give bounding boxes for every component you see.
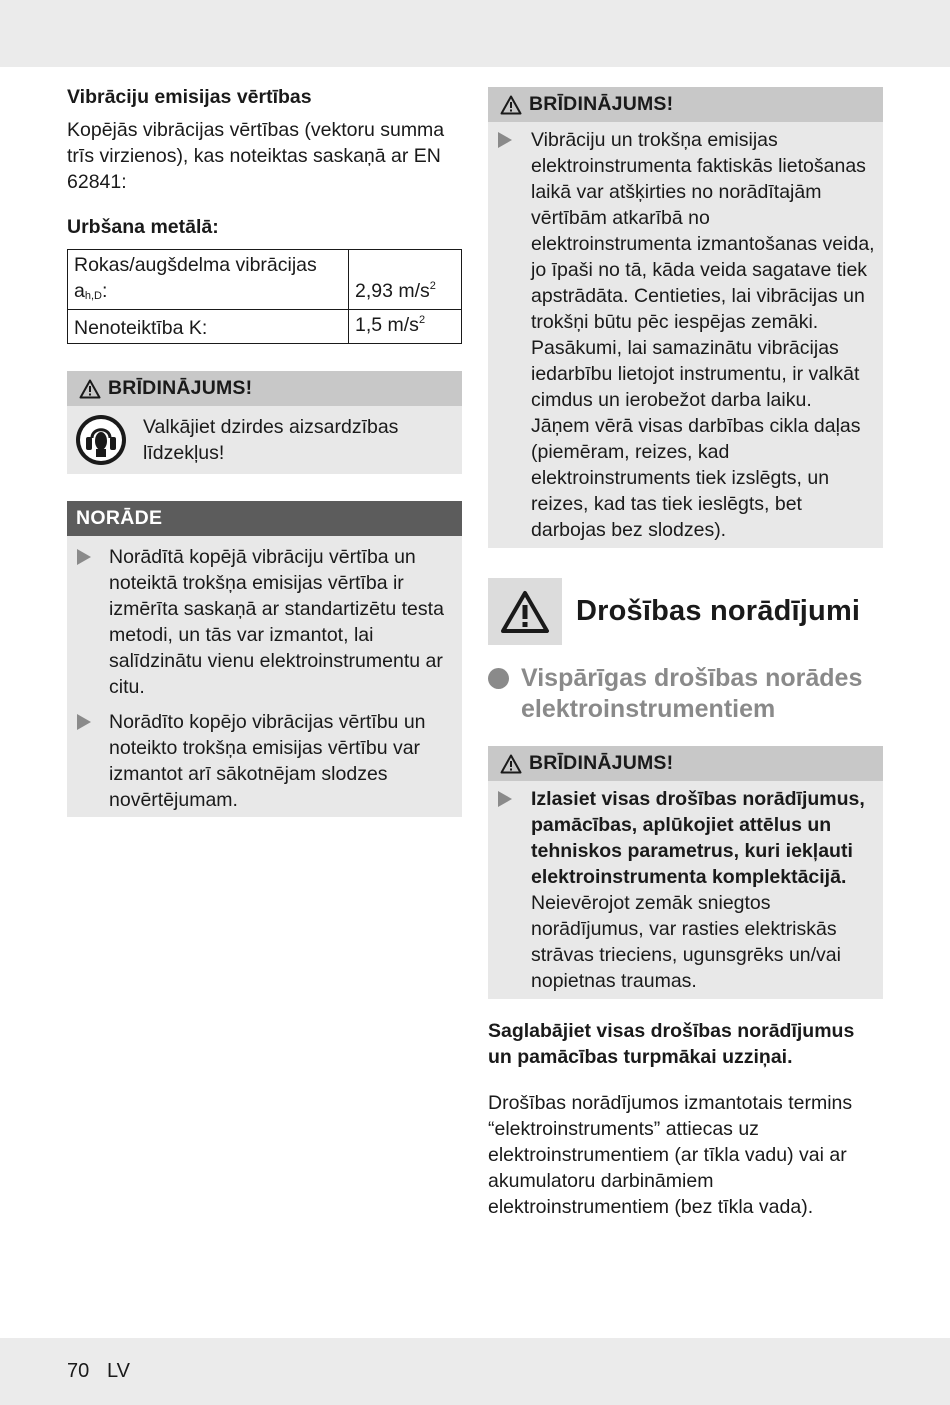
warning-triangle-icon bbox=[500, 754, 522, 774]
language-code: LV bbox=[107, 1360, 130, 1382]
hearing-warning-box bbox=[67, 371, 462, 474]
warning-triangle-icon bbox=[79, 379, 101, 399]
drilling-heading: Urbšana metālā: bbox=[67, 216, 219, 238]
warning-triangle-icon bbox=[500, 590, 550, 634]
vibration-warning-box bbox=[488, 87, 883, 548]
warning-header bbox=[488, 746, 883, 781]
table-cell-value: 2,93 $m/s^2$ bbox=[349, 250, 462, 310]
table-cell-label: Nenoteiktība K: bbox=[68, 310, 349, 344]
right-column bbox=[488, 87, 883, 1220]
list-item: Norādītā kopējā vibrāciju vērtība un noteiktā trokšņa emisijas vērtība ir izmērīta saskaņā ar standartizētu testa metodi, un tās var izmantot, lai salīdzinātu vienu elektroinstrumentu ar citu. bbox=[77, 544, 454, 700]
warning-text: Vibrāciju un trokšņa emisijas elektroinstrumenta faktiskās lietošanas laikā var atšķirties no norādītajām vērtībām atkarībā no elektroinstrumenta izmantošanas veida, jo īpaši no tā, kāda veida sagatave tiek apstrādāta. Centieties, lai vibrācijas un trokšņi būtu pēc iespējas zemāki. Pasākumi, lai samazinātu vibrācijas iedarbību lietojot instrumentu, ir valkāt cimdus un ierobežot darba laiku. Jāņem vērā visas darbības cikla daļas (piemēram, reizes, kad elektroinstruments tiek izslēgts, un reizes, kad tas tiek ieslēgts, bet darbojas bez slodzes). bbox=[531, 129, 875, 541]
subsection-heading bbox=[488, 663, 883, 725]
section-title: Drošības norādījumi bbox=[576, 595, 861, 627]
bullet-arrow-icon bbox=[77, 714, 91, 730]
keep-instructions-text: Saglabājiet visas drošības norādījumus un pamācības turpmākai uzziņai. bbox=[488, 1020, 855, 1068]
warning-title: BRĪDINĀJUMS! bbox=[108, 377, 253, 399]
page-number: 70 bbox=[67, 1360, 90, 1382]
bullet-arrow-icon bbox=[498, 132, 512, 148]
table-cell-label: Rokas/augšdelma vibrācijas $a_{h,D}$: bbox=[68, 250, 349, 310]
vibration-table bbox=[67, 249, 462, 344]
warning-header bbox=[488, 87, 883, 122]
list-item bbox=[498, 786, 875, 994]
note-header: NORĀDE bbox=[67, 501, 462, 536]
left-column bbox=[67, 84, 462, 817]
bullet-arrow-icon bbox=[498, 791, 512, 807]
footer bbox=[0, 1338, 950, 1405]
warning-text: Valkājiet dzirdes aizsardzības līdzekļus! bbox=[143, 416, 399, 464]
warning-icon-box bbox=[488, 578, 562, 645]
bullet-dot-icon bbox=[488, 668, 509, 689]
bullet-arrow-icon bbox=[77, 549, 91, 565]
warning-triangle-icon bbox=[500, 95, 522, 115]
subsection-title: Vispārīgas drošības norādes elektroinstrumentiem bbox=[521, 664, 863, 723]
warning-title: BRĪDINĀJUMS! bbox=[529, 752, 674, 774]
note-box bbox=[67, 501, 462, 817]
term-definition-text: Drošības norādījumos izmantotais termins “elektroinstruments” attiecas uz elektroinstrumentiem (ar tīkla vadu) vai ar akumulatoru darbināmiem elektroinstrumentiem (bez tīkla vada). bbox=[488, 1092, 853, 1218]
table-row bbox=[68, 310, 462, 344]
vibration-intro: Kopējās vibrācijas vērtības (vektoru summa trīs virzienos), kas noteiktas saskaņā ar EN 62841: bbox=[67, 119, 445, 193]
list-item: Norādīto kopējo vibrācijas vērtību un noteikto trokšņa emisijas vērtību var izmantot arī sākotnējam slodzes novērtējumam. bbox=[77, 709, 454, 813]
warning-title: BRĪDINĀJUMS! bbox=[529, 93, 674, 115]
warning-text: Izlasiet visas drošības norādījumus, pamācības, aplūkojiet attēlus un tehniskos parametrus, kuri iekļauti elektroinstrumenta komplektācijā. Neievērojot zemāk sniegtos norādījumus, var rasties elektriskās strāvas trieciens, ugunsgrēks un/vai nopietnas traumas. bbox=[531, 788, 865, 992]
table-row bbox=[68, 250, 462, 310]
table-cell-value: 1,5 $m/s^2$ bbox=[349, 310, 462, 344]
warning-header bbox=[67, 371, 462, 406]
section-heading bbox=[488, 578, 883, 645]
read-instructions-warning-box bbox=[488, 746, 883, 999]
list-item bbox=[498, 127, 875, 543]
top-band bbox=[0, 0, 950, 67]
vibration-heading: Vibrāciju emisijas vērtības bbox=[67, 86, 312, 108]
ear-protection-icon bbox=[75, 414, 127, 466]
